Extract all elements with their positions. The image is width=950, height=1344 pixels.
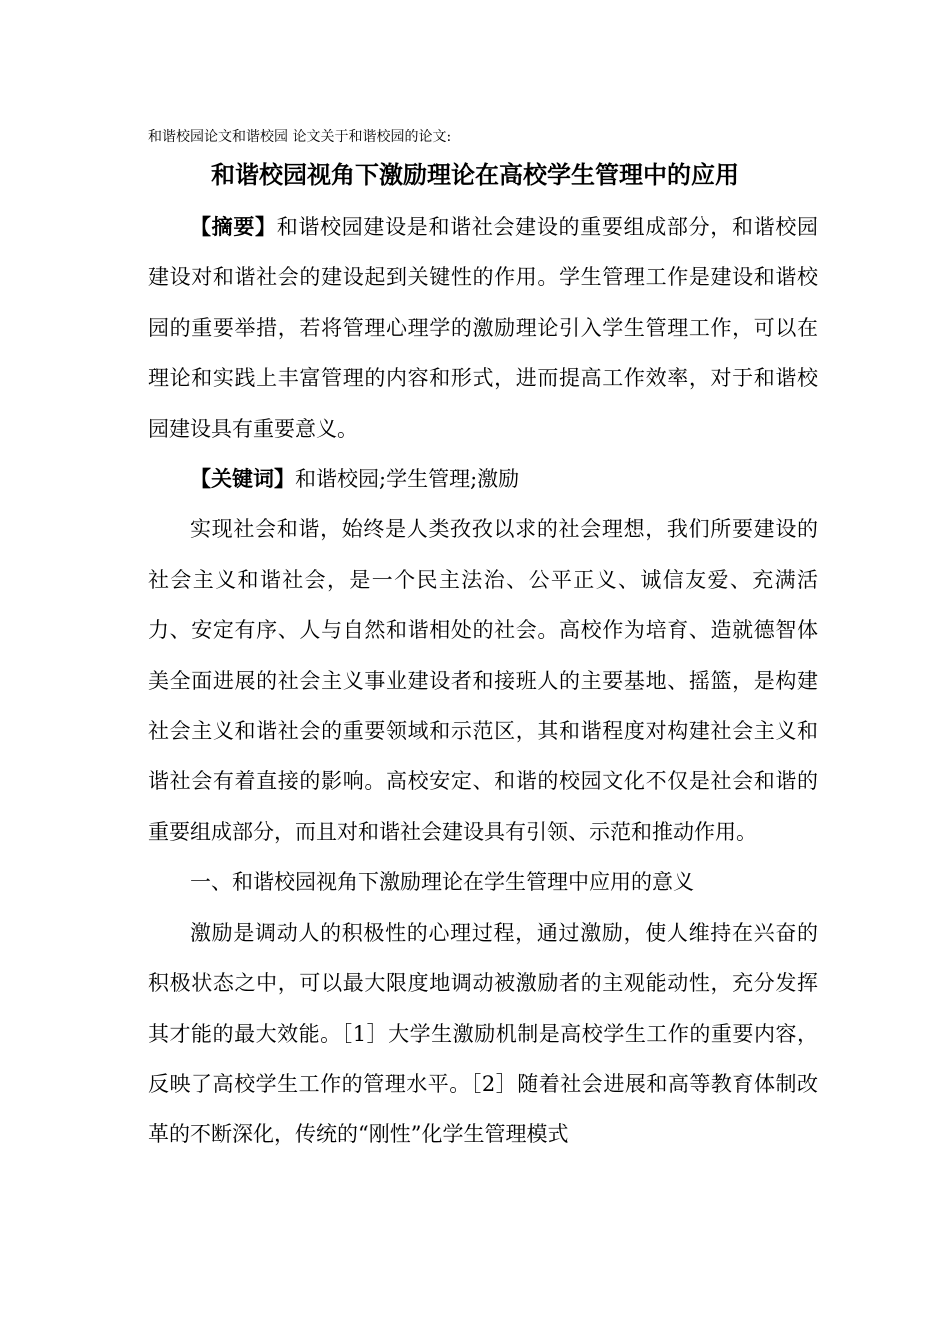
body-paragraph: 激励是调动人的积极性的心理过程，通过激励，使人维持在兴奋的积极状态之中，可以最大限度地调动被激励者的主观能动性，充分发挥其才能的最大效能。［1］大学生激励机制是高校学生工作的重要内容，反映了高校学生工作的管理水平。［2］随着社会进展和高等教育体制改革的不断深化，传统的“刚性”化学生管理模式 [148, 920, 818, 1147]
page-title: 和谐校园视角下激励理论在高校学生管理中的应用 [211, 160, 739, 189]
keywords-paragraph [148, 454, 818, 504]
abstract-text: 和谐校园建设是和谐社会建设的重要组成部分，和谐校园建设对和谐社会的建设起到关键性的作用。学生管理工作是建设和谐校园的重要举措，若将管理心理学的激励理论引入学生管理工作，可以在理论和实践上丰富管理的内容和形式，进而提高工作效率，对于和谐校园建设具有重要意义。 [148, 215, 819, 441]
document-header: 和谐校园论文和谐校园 论文关于和谐校园的论文: [148, 129, 452, 145]
keywords-label: 【关键词】 [190, 466, 295, 492]
abstract-paragraph [148, 202, 818, 454]
document-body [148, 202, 818, 1160]
keywords-text: 和谐校园;学生管理;激励 [295, 467, 520, 492]
abstract-label: 【摘要】 [190, 214, 277, 239]
body-paragraph: 实现社会和谐，始终是人类孜孜以求的社会理想，我们所要建设的社会主义和谐社会，是一个民主法治、公平正义、诚信友爱、充满活力、安定有序、人与自然和谐相处的社会。高校作为培育、造就德智体美全面进展的社会主义事业建设者和接班人的主要基地、摇篮，是构建社会主义和谐社会的重要领域和示范区，其和谐程度对构建社会主义和谐社会有着直接的影响。高校安定、和谐的校园文化不仅是社会和谐的重要组成部分，而且对和谐社会建设具有引领、示范和推动作用。 [148, 517, 818, 844]
section-heading: 一、和谐校园视角下激励理论在学生管理中应用的意义 [190, 870, 694, 895]
